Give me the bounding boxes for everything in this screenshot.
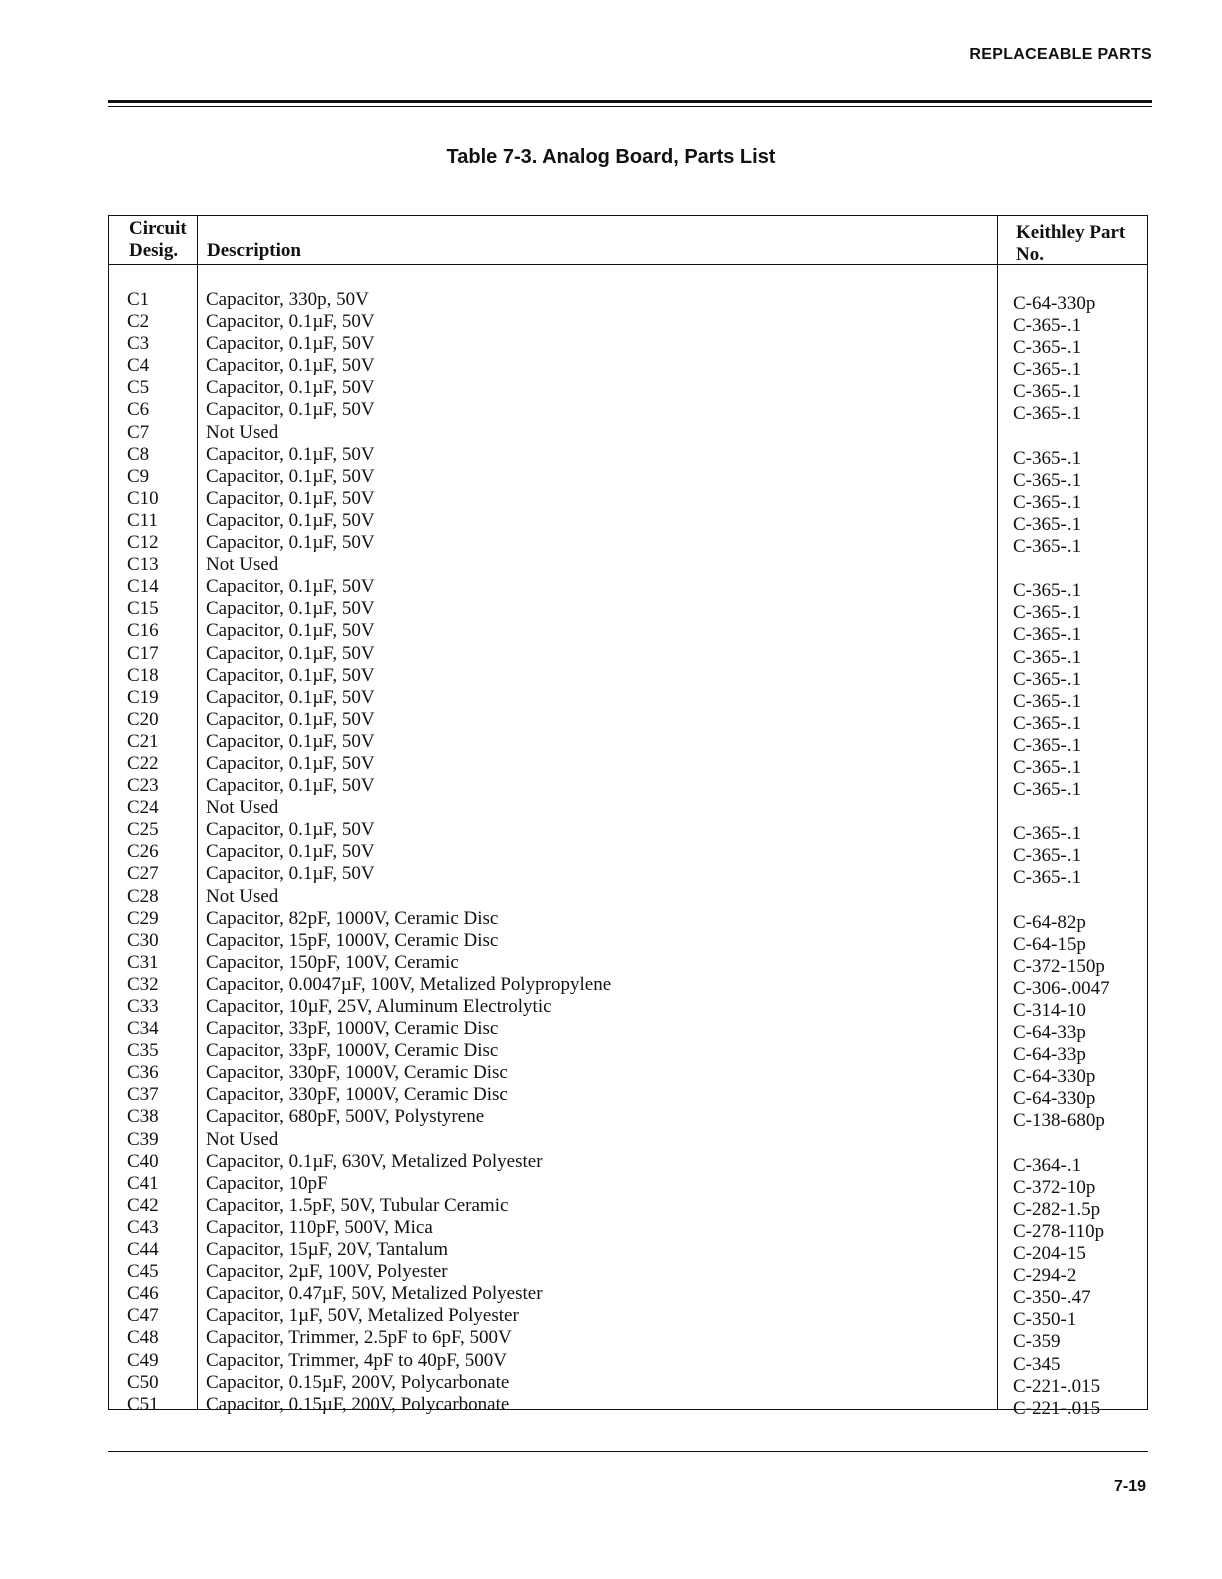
row-part-number: C-372-10p	[1013, 1176, 1096, 1198]
section-header: REPLACEABLE PARTS	[969, 46, 1152, 63]
row-description: Capacitor, 33pF, 1000V, Ceramic Disc	[206, 1040, 499, 1062]
row-designator: C2	[127, 311, 150, 333]
table-row	[109, 1194, 1147, 1220]
row-description: Capacitor, 10µF, 25V, Aluminum Electrolytic	[206, 996, 552, 1017]
row-part-number: C-365-.1	[1013, 712, 1082, 734]
row-part-number: C-345	[1013, 1353, 1061, 1375]
table-row	[109, 730, 1147, 756]
row-designator: C47	[127, 1305, 159, 1327]
row-description: Capacitor, 0.1µF, 50V	[206, 443, 375, 465]
row-description: Capacitor, 0.1µF, 50V	[206, 642, 375, 664]
row-designator: C16	[127, 620, 159, 642]
row-part-number: C-294-2	[1013, 1265, 1077, 1287]
row-description: Capacitor, 0.1µF, 50V	[206, 819, 375, 841]
row-description: Capacitor, 0.1µF, 50V	[206, 686, 375, 708]
row-part-number: C-306-.0047	[1013, 977, 1110, 999]
row-description: Capacitor, 0.1µF, 50V	[206, 598, 375, 620]
row-description: Capacitor, 0.1µF, 50V	[206, 399, 375, 421]
row-designator: C1	[127, 289, 150, 310]
row-part-number: C-365-.1	[1013, 646, 1082, 668]
row-description: Capacitor, 0.0047µF, 100V, Metalized Polypropylene	[206, 973, 612, 995]
row-part-number: C-372-150p	[1013, 955, 1105, 977]
row-description: Capacitor, Trimmer, 4pF to 40pF, 500V	[206, 1349, 507, 1371]
row-description: Capacitor, 33pF, 1000V, Ceramic Disc	[206, 1018, 499, 1040]
row-part-number: C-365-.1	[1013, 469, 1082, 491]
page-number: 7-19	[1113, 1478, 1146, 1495]
row-designator: C30	[127, 929, 159, 951]
row-designator: C4	[127, 355, 150, 377]
table-row	[109, 907, 1147, 933]
table-row	[109, 1349, 1147, 1375]
row-designator: C48	[127, 1327, 159, 1349]
header-rule-thin	[108, 106, 1152, 107]
row-part-number: C-278-110p	[1013, 1220, 1105, 1242]
row-designator: C10	[127, 487, 159, 509]
row-designator: C45	[127, 1261, 159, 1283]
table-row	[109, 1393, 1147, 1419]
row-designator: C43	[127, 1216, 159, 1238]
column-header-designator: Circuit Desig.	[129, 218, 187, 261]
row-description: Capacitor, 0.47µF, 50V, Metalized Polyester	[206, 1283, 543, 1305]
table-row	[109, 1062, 1147, 1088]
row-description: Capacitor, 0.1µF, 50V	[206, 377, 375, 399]
row-part-number: C-221-.015	[1013, 1397, 1101, 1419]
row-description: Capacitor, 0.1µF, 50V	[206, 708, 375, 730]
table-row	[109, 399, 1147, 425]
table-row	[109, 1216, 1147, 1242]
row-part-number: C-204-15	[1013, 1243, 1086, 1265]
row-description: Capacitor, 0.1µF, 50V	[206, 333, 375, 355]
row-description: Capacitor, 330p, 50V	[206, 289, 369, 310]
row-description: Capacitor, 330pF, 1000V, Ceramic Disc	[206, 1062, 508, 1084]
table-row	[109, 1040, 1147, 1066]
table-row	[109, 1018, 1147, 1044]
row-part-number: C-138-680p	[1013, 1110, 1105, 1132]
row-designator: C49	[127, 1349, 159, 1371]
row-part-number: C-64-33p	[1013, 1022, 1086, 1044]
table-row	[109, 664, 1147, 690]
parts-rows	[109, 289, 1147, 1419]
row-part-number: C-365-.1	[1013, 536, 1082, 558]
row-designator: C29	[127, 907, 159, 929]
row-designator: C24	[127, 797, 159, 819]
row-description: Capacitor, 0.1µF, 50V	[206, 730, 375, 752]
row-designator: C36	[127, 1062, 159, 1084]
row-part-number: C-365-.1	[1013, 491, 1082, 513]
table-row	[109, 1327, 1147, 1353]
row-designator: C18	[127, 664, 159, 686]
table-row	[109, 289, 1147, 314]
row-part-number: C-365-.1	[1013, 756, 1082, 778]
row-part-number: C-364-.1	[1013, 1154, 1082, 1176]
table-row	[109, 377, 1147, 403]
table-row	[109, 886, 1147, 908]
row-description: Capacitor, 0.15µF, 200V, Polycarbonate	[206, 1393, 510, 1415]
row-description: Capacitor, 0.1µF, 50V	[206, 509, 375, 531]
row-part-number: C-365-.1	[1013, 359, 1082, 381]
row-description: Capacitor, 15pF, 1000V, Ceramic Disc	[206, 929, 499, 951]
table-row	[109, 598, 1147, 624]
row-part-number: C-365-.1	[1013, 845, 1082, 867]
row-designator: C15	[127, 598, 159, 620]
row-designator: C38	[127, 1106, 159, 1128]
row-designator: C32	[127, 973, 159, 995]
row-designator: C5	[127, 377, 150, 399]
row-part-number: C-64-330p	[1013, 1066, 1096, 1088]
table-row	[109, 1371, 1147, 1397]
table-row	[109, 1106, 1147, 1132]
table-row	[109, 487, 1147, 513]
table-row	[109, 1239, 1147, 1265]
row-description: Capacitor, 15µF, 20V, Tantalum	[206, 1239, 448, 1261]
row-designator: C44	[127, 1239, 159, 1261]
table-row	[109, 775, 1147, 801]
table-row	[109, 1283, 1147, 1309]
header-divider	[109, 264, 1147, 265]
row-description: Not Used	[206, 885, 279, 907]
row-part-number: C-64-330p	[1013, 293, 1096, 314]
row-part-number: C-365-.1	[1013, 867, 1082, 889]
row-description: Capacitor, 0.1µF, 50V	[206, 532, 375, 554]
row-part-number: C-64-33p	[1013, 1044, 1086, 1066]
row-part-number: C-314-10	[1013, 1000, 1086, 1021]
row-part-number: C-359	[1013, 1331, 1061, 1353]
row-designator: C40	[127, 1150, 159, 1172]
row-description: Capacitor, 110pF, 500V, Mica	[206, 1216, 433, 1238]
row-part-number: C-350-1	[1013, 1309, 1077, 1331]
row-part-number: C-365-.1	[1013, 668, 1082, 690]
table-row	[109, 1150, 1147, 1176]
footer-rule	[108, 1451, 1148, 1452]
table-row	[109, 333, 1147, 359]
row-designator: C25	[127, 819, 159, 841]
row-part-number: C-365-.1	[1013, 734, 1082, 756]
row-designator: C21	[127, 730, 159, 752]
row-part-number: C-365-.1	[1013, 315, 1082, 337]
row-description: Capacitor, 0.1µF, 50V	[206, 355, 375, 377]
row-designator: C42	[127, 1194, 159, 1216]
row-description: Capacitor, 0.1µF, 50V	[206, 620, 375, 642]
row-part-number: C-365-.1	[1013, 624, 1082, 646]
row-designator: C12	[127, 532, 159, 554]
table-title: Table 7-3. Analog Board, Parts List	[446, 146, 776, 168]
row-designator: C26	[127, 841, 159, 863]
table-row	[109, 554, 1147, 576]
row-designator: C50	[127, 1371, 159, 1393]
row-designator: C3	[127, 333, 150, 355]
row-description: Capacitor, 1µF, 50V, Metalized Polyester	[206, 1305, 519, 1327]
table-row	[109, 422, 1147, 444]
row-designator: C27	[127, 863, 159, 885]
row-designator: C51	[127, 1393, 159, 1415]
row-part-number: C-365-.1	[1013, 602, 1082, 624]
row-part-number: C-365-.1	[1013, 447, 1082, 469]
row-description: Capacitor, 0.1µF, 50V	[206, 311, 375, 333]
table-row	[109, 311, 1147, 337]
table-row	[109, 355, 1147, 381]
parts-table	[108, 215, 1148, 1419]
row-description: Capacitor, 2µF, 100V, Polyester	[206, 1261, 448, 1283]
row-part-number: C-365-.1	[1013, 513, 1082, 535]
row-designator: C17	[127, 642, 159, 664]
row-part-number: C-64-82p	[1013, 911, 1086, 933]
row-description: Capacitor, 330pF, 1000V, Ceramic Disc	[206, 1084, 508, 1106]
table-row	[109, 532, 1147, 558]
row-part-number: C-365-.1	[1013, 403, 1082, 425]
row-part-number: C-282-1.5p	[1013, 1198, 1101, 1220]
row-part-number: C-365-.1	[1013, 690, 1082, 712]
row-description: Not Used	[206, 1128, 279, 1150]
table-row	[109, 1305, 1147, 1331]
row-designator: C22	[127, 752, 159, 774]
row-designator: C8	[127, 443, 150, 465]
row-designator: C19	[127, 686, 159, 708]
row-description: Capacitor, 0.1µF, 630V, Metalized Polyester	[206, 1150, 543, 1172]
row-description: Capacitor, 680pF, 500V, Polystyrene	[206, 1106, 485, 1128]
row-description: Capacitor, 0.1µF, 50V	[206, 752, 375, 774]
table-row	[109, 863, 1147, 889]
table-row	[109, 951, 1147, 977]
table-row	[109, 1172, 1147, 1198]
table-row	[109, 443, 1147, 469]
table-row	[109, 929, 1147, 955]
row-designator: C6	[127, 399, 150, 421]
row-description: Capacitor, 0.1µF, 50V	[206, 576, 375, 598]
row-part-number: C-350-.47	[1013, 1287, 1091, 1309]
row-part-number: C-365-.1	[1013, 580, 1082, 602]
header-rule	[108, 100, 1152, 103]
table-row	[109, 576, 1147, 602]
row-description: Capacitor, 0.1µF, 50V	[206, 775, 375, 797]
row-description: Not Used	[206, 421, 279, 443]
table-row	[109, 620, 1147, 646]
row-description: Capacitor, 0.1µF, 50V	[206, 664, 375, 686]
row-part-number: C-365-.1	[1013, 823, 1082, 845]
row-description: Capacitor, 82pF, 1000V, Ceramic Disc	[206, 907, 499, 929]
row-description: Capacitor, 150pF, 100V, Ceramic	[206, 951, 459, 973]
row-description: Capacitor, 1.5pF, 50V, Tubular Ceramic	[206, 1194, 509, 1216]
row-designator: C14	[127, 576, 159, 598]
row-description: Capacitor, 0.15µF, 200V, Polycarbonate	[206, 1371, 510, 1393]
row-designator: C23	[127, 775, 159, 797]
table-row	[109, 1261, 1147, 1287]
row-description: Capacitor, 0.1µF, 50V	[206, 487, 375, 509]
row-description: Capacitor, 0.1µF, 50V	[206, 841, 375, 863]
table-row	[109, 973, 1147, 999]
table-row	[109, 642, 1147, 668]
row-designator: C28	[127, 885, 159, 907]
column-header-part-no: Keithley Part No.	[1016, 222, 1126, 265]
row-designator: C34	[127, 1018, 159, 1040]
row-description: Not Used	[206, 797, 279, 819]
row-part-number: C-64-15p	[1013, 933, 1086, 955]
row-designator: C31	[127, 951, 159, 973]
table-row	[109, 708, 1147, 734]
table-row	[109, 509, 1147, 535]
column-header-description: Description	[207, 240, 301, 261]
table-row	[109, 686, 1147, 712]
row-designator: C37	[127, 1084, 159, 1106]
row-designator: C35	[127, 1040, 159, 1062]
row-designator: C11	[127, 509, 158, 531]
table-row	[109, 1129, 1147, 1151]
row-designator: C46	[127, 1283, 159, 1305]
row-designator: C7	[127, 421, 150, 443]
table-row	[109, 996, 1147, 1021]
row-part-number: C-365-.1	[1013, 337, 1082, 359]
row-part-number: C-64-330p	[1013, 1088, 1096, 1110]
row-designator: C20	[127, 708, 159, 730]
table-row	[109, 841, 1147, 867]
row-description: Capacitor, 0.1µF, 50V	[206, 863, 375, 885]
row-part-number: C-365-.1	[1013, 381, 1082, 403]
row-designator: C13	[127, 554, 159, 576]
row-designator: C9	[127, 465, 150, 487]
table-row	[109, 797, 1147, 819]
table-row	[109, 1084, 1147, 1110]
table-row	[109, 465, 1147, 491]
row-description: Capacitor, Trimmer, 2.5pF to 6pF, 500V	[206, 1327, 512, 1349]
row-description: Not Used	[206, 554, 279, 576]
row-designator: C33	[127, 996, 159, 1017]
table-row	[109, 752, 1147, 778]
row-description: Capacitor, 0.1µF, 50V	[206, 465, 375, 487]
row-part-number: C-221-.015	[1013, 1375, 1101, 1397]
row-designator: C39	[127, 1128, 159, 1150]
row-designator: C41	[127, 1172, 159, 1194]
table-row	[109, 819, 1147, 845]
row-part-number: C-365-.1	[1013, 779, 1082, 801]
row-description: Capacitor, 10pF	[206, 1172, 328, 1194]
